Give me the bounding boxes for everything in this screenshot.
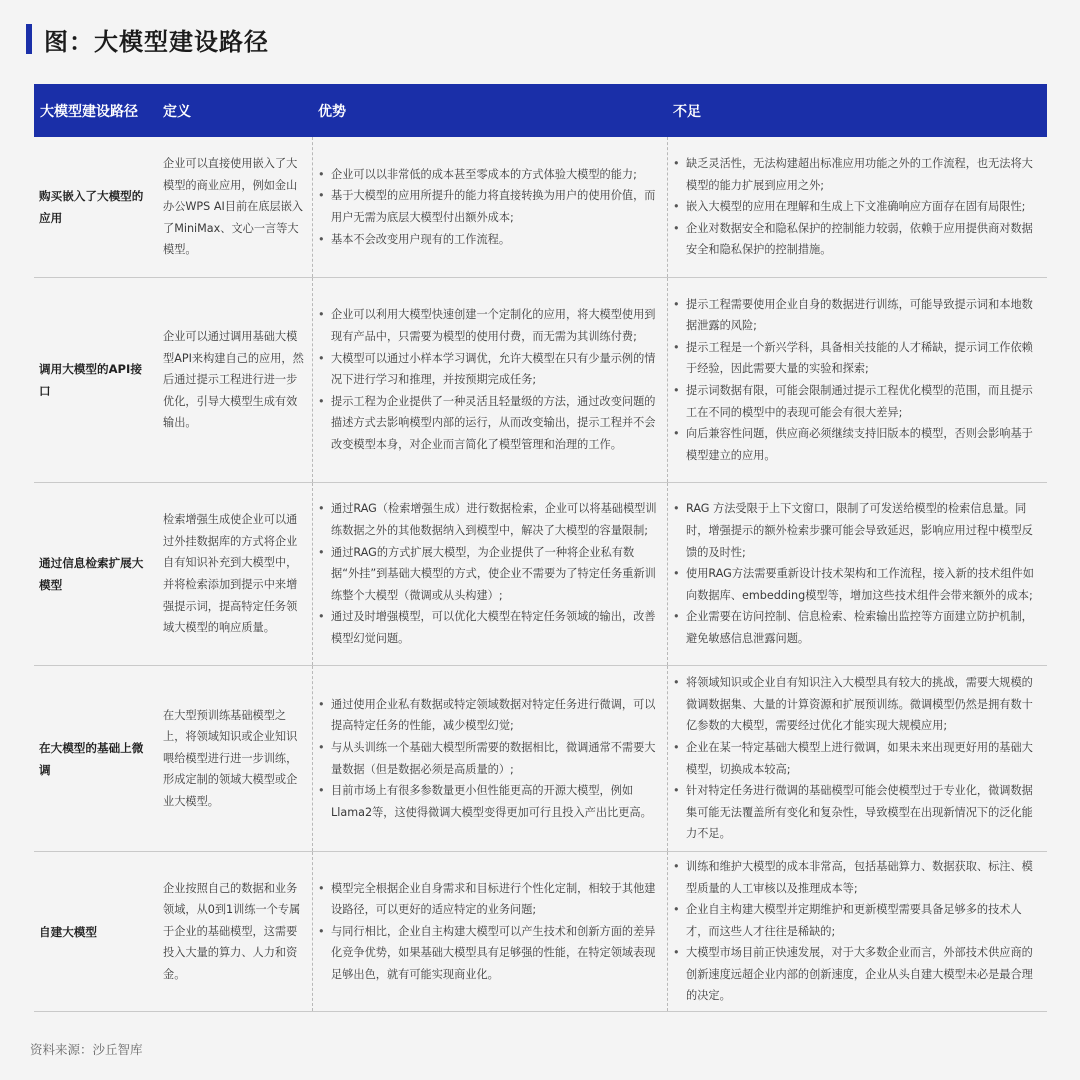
list-item: • 大模型可以通过小样本学习调优，允许大模型在只有少量示例的情况下进行学习和推理，并按预期完成任务;: [315, 348, 659, 391]
header-definition: 定义: [163, 103, 191, 120]
list-item: • 企业在某一特定基础大模型上进行微调，如果未来出现更好用的基础大模型，切换成本较高;: [670, 737, 1039, 780]
row-disadvantages: [667, 483, 1047, 665]
list-item: • 基于大模型的应用所提升的能力将直接转换为用户的使用价值，而用户无需为底层大模型付出额外成本;: [315, 185, 659, 228]
list-item: • 企业需要在访问控制、信息检索、检索输出监控等方面建立防护机制，避免敏感信息泄露问题。: [670, 606, 1039, 649]
row-disadvantages: [667, 278, 1047, 482]
list-item: • 大模型市场目前正快速发展，对于大多数企业而言，外部技术供应商的创新速度远超企业内部的创新速度，企业从头自建大模型未必是最合理的决定。: [670, 942, 1039, 1007]
list-item: • 目前市场上有很多参数量更小但性能更高的开源大模型，例如Llama2等，这使得微调大模型变得更加可行且投入产出比更高。: [315, 780, 659, 823]
row-advantages: [312, 278, 667, 482]
list-item: • 向后兼容性问题，供应商必须继续支持旧版本的模型，否则会影响基于模型建立的应用。: [670, 423, 1039, 466]
advantages-list: [315, 304, 659, 455]
list-item: • 提示工程是一个新兴学科，具备相关技能的人才稀缺，提示词工作依赖于经验，因此需要大量的实验和探索;: [670, 337, 1039, 380]
disadvantages-list: [670, 153, 1039, 261]
title-accent-bar: [26, 24, 32, 54]
row-definition: 检索增强生成使企业可以通过外挂数据库的方式将企业自有知识补充到大模型中，并将检索添加到提示中来增强提示词，提高特定任务领域大模型的响应质量。: [163, 513, 298, 635]
advantages-list: [315, 164, 659, 250]
page-title: 图：大模型建设路径: [44, 27, 269, 56]
page-header: [26, 24, 269, 54]
table-body: [34, 137, 1047, 1012]
advantages-list: [315, 498, 659, 649]
disadvantages-list: [670, 672, 1039, 845]
row-path-name: 通过信息检索扩展大模型: [39, 556, 144, 592]
row-definition: 企业按照自己的数据和业务领域，从0到1训练一个专属于企业的基础模型，这需要投入大量的算力、人力和资金。: [163, 881, 301, 981]
disadvantages-list: [670, 856, 1039, 1007]
list-item: • 使用RAG方法需要重新设计技术架构和工作流程，接入新的技术组件如向数据库、embedding模型等，增加这些技术组件会带来额外的成本;: [670, 563, 1039, 606]
list-item: • 提示工程需要使用企业自身的数据进行训练，可能导致提示词和本地数据泄露的风险;: [670, 294, 1039, 337]
source-note: 资料来源：沙丘智库: [30, 1042, 143, 1057]
row-definition: 企业可以通过调用基础大模型API来构建自己的应用，然后通过提示工程进行进一步优化，引导大模型生成有效输出。: [163, 330, 304, 430]
row-path-name: 购买嵌入了大模型的应用: [39, 189, 144, 225]
row-path-name: 自建大模型: [39, 924, 97, 939]
row-disadvantages: [667, 666, 1047, 851]
comparison-table: [34, 84, 1047, 1012]
disadvantages-list: [670, 294, 1039, 467]
header-disadvantages: 不足: [673, 103, 701, 120]
list-item: • 提示词数据有限，可能会限制通过提示工程优化模型的范围，而且提示工在不同的模型中的表现可能会有很大差异;: [670, 380, 1039, 423]
advantages-list: [315, 694, 659, 824]
row-advantages: [312, 666, 667, 851]
row-disadvantages: [667, 852, 1047, 1011]
header-advantages: 优势: [318, 103, 346, 120]
list-item: • 嵌入大模型的应用在理解和生成上下文准确响应方面存在固有局限性;: [670, 196, 1039, 218]
table-row: [34, 278, 1047, 483]
list-item: • 基本不会改变用户现有的工作流程。: [315, 229, 659, 251]
list-item: • RAG 方法受限于上下文窗口，限制了可发送给模型的检索信息量。同时，增强提示的额外检索步骤可能会导致延迟，影响应用过程中模型反馈的及时性;: [670, 498, 1039, 563]
advantages-list: [315, 878, 659, 986]
list-item: • 企业对数据安全和隐私保护的控制能力较弱，依赖于应用提供商对数据安全和隐私保护的控制措施。: [670, 218, 1039, 261]
row-advantages: [312, 137, 667, 277]
table-row: [34, 852, 1047, 1012]
row-path-name: 在大模型的基础上微调: [39, 740, 144, 777]
row-path-name: 调用大模型的API接口: [39, 362, 142, 398]
row-definition: 企业可以直接使用嵌入了大模型的商业应用，例如金山办公WPS AI目前在底层嵌入了MiniMax、文心一言等大模型。: [163, 157, 304, 257]
table-row: [34, 137, 1047, 278]
disadvantages-list: [670, 498, 1039, 649]
list-item: • 针对特定任务进行微调的基础模型可能会使模型过于专业化，微调数据集可能无法覆盖所有变化和复杂性，导致模型在出现新情况下的泛化能力不足。: [670, 780, 1039, 845]
list-item: • 企业可以以非常低的成本甚至零成本的方式体验大模型的能力;: [315, 164, 659, 186]
list-item: • 缺乏灵活性，无法构建超出标准应用功能之外的工作流程，也无法将大模型的能力扩展到应用之外;: [670, 153, 1039, 196]
row-disadvantages: [667, 137, 1047, 277]
list-item: • 训练和维护大模型的成本非常高，包括基础算力、数据获取、标注、模型质量的人工审核以及推理成本等;: [670, 856, 1039, 899]
list-item: • 将领域知识或企业自有知识注入大模型具有较大的挑战，需要大规模的微调数据集、大量的计算资源和扩展预训练。微调模型仍然是拥有数十亿参数的大模型，需要经过优化才能实现大规模应用;: [670, 672, 1039, 737]
list-item: • 通过RAG的方式扩展大模型，为企业提供了一种将企业私有数据“外挂”到基础大模型的方式，使企业不需要为了特定任务重新训练整个大模型（微调或从头构建）;: [315, 542, 659, 607]
table-row: [34, 483, 1047, 666]
list-item: • 企业自主构建大模型并定期维护和更新模型需要具备足够多的技术人才，而这些人才往往是稀缺的;: [670, 899, 1039, 942]
list-item: • 提示工程为企业提供了一种灵活且轻量级的方法，通过改变问题的描述方式去影响模型内部的运行，从而改变输出，提示工程并不会改变模型本身，对企业而言简化了模型管理和治理的工作。: [315, 391, 659, 456]
list-item: • 通过及时增强模型，可以优化大模型在特定任务领域的输出，改善模型幻觉问题。: [315, 606, 659, 649]
row-advantages: [312, 483, 667, 665]
list-item: • 模型完全根据企业自身需求和目标进行个性化定制，相较于其他建设路径，可以更好的适应特定的业务问题;: [315, 878, 659, 921]
table-header: [34, 84, 1047, 137]
list-item: • 企业可以利用大模型快速创建一个定制化的应用，将大模型使用到现有产品中，只需要为模型的使用付费，而无需为其训练付费;: [315, 304, 659, 347]
header-path: 大模型建设路径: [40, 103, 138, 120]
table-row: [34, 666, 1047, 852]
row-advantages: [312, 852, 667, 1011]
list-item: • 与从头训练一个基础大模型所需要的数据相比，微调通常不需要大量数据（但是数据必须是高质量的）;: [315, 737, 659, 780]
list-item: • 与同行相比，企业自主构建大模型可以产生技术和创新方面的差异化竞争优势，如果基础大模型具有足够强的性能，在特定领域表现足够出色，就有可能实现商业化。: [315, 921, 659, 986]
row-definition: 在大型预训练基础模型之上，将领域知识或企业知识喂给模型进行进一步训练，形成定制的领域大模型或企业大模型。: [163, 708, 298, 808]
list-item: • 通过RAG（检索增强生成）进行数据检索，企业可以将基础模型训练数据之外的其他数据纳入到模型中，解决了大模型的容量限制;: [315, 498, 659, 541]
list-item: • 通过使用企业私有数据或特定领域数据对特定任务进行微调，可以提高特定任务的性能，减少模型幻觉;: [315, 694, 659, 737]
